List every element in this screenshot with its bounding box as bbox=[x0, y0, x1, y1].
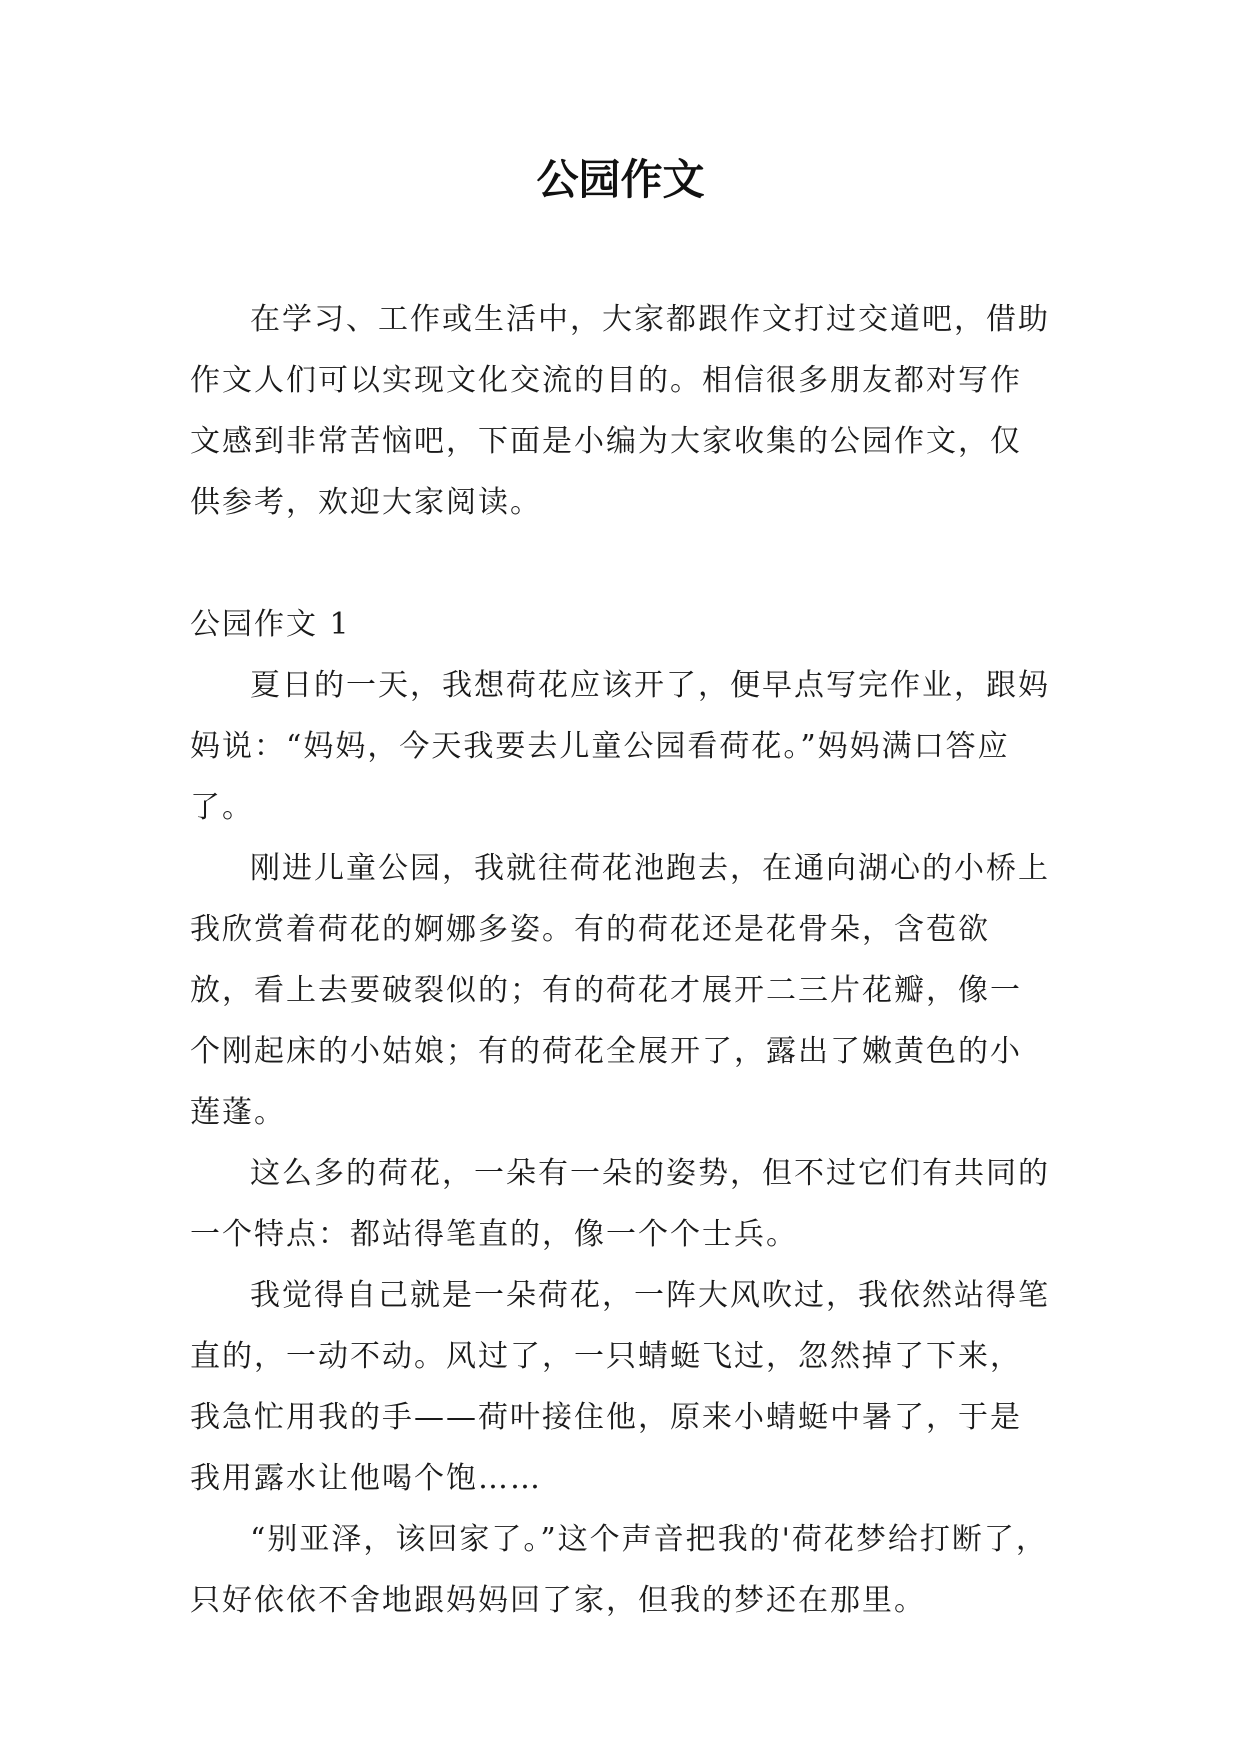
paragraph-spacer bbox=[190, 533, 1052, 594]
paragraph-3: 这么多的荷花，一朵有一朵的姿势，但不过它们有共同的一个特点：都站得笔直的，像一个个士兵。 bbox=[190, 1156, 1050, 1252]
paragraph-5: “别亚泽，该回家了。”这个声音把我的'荷花梦给打断了，只好依依不舍地跟妈妈回了家，但我的梦还在那里。 bbox=[190, 1522, 1048, 1618]
intro-paragraph: 在学习、工作或生活中，大家都跟作文打过交道吧，借助作文人们可以实现文化交流的目的。相信很多朋友都对写作文感到非常苦恼吧，下面是小编为大家收集的公园作文，仅供参考，欢迎大家阅读。 bbox=[190, 302, 1050, 520]
document-title: 公园作文 bbox=[536, 155, 705, 204]
paragraph-1: 夏日的一天，我想荷花应该开了，便早点写完作业，跟妈妈说：“妈妈，今天我要去儿童公园看荷花。”妈妈满口答应了。 bbox=[190, 668, 1050, 825]
document-body bbox=[190, 289, 1052, 1631]
paragraph-2: 刚进儿童公园，我就往荷花池跑去，在通向湖心的小桥上我欣赏着荷花的婀娜多姿。有的荷花还是花骨朵，含苞欲放，看上去要破裂似的；有的荷花才展开二三片花瓣，像一个刚起床的小姑娘；有的荷花全展开了，露出了嫩黄色的小莲蓬。 bbox=[190, 851, 1050, 1130]
paragraph-4: 我觉得自己就是一朵荷花，一阵大风吹过，我依然站得笔直的，一动不动。风过了，一只蜻蜓飞过，忽然掉了下来，我急忙用我的手——荷叶接住他，原来小蜻蜓中暑了，于是我用露水让他喝个饱…… bbox=[190, 1278, 1050, 1496]
section-heading: 公园作文 1 bbox=[190, 607, 351, 642]
